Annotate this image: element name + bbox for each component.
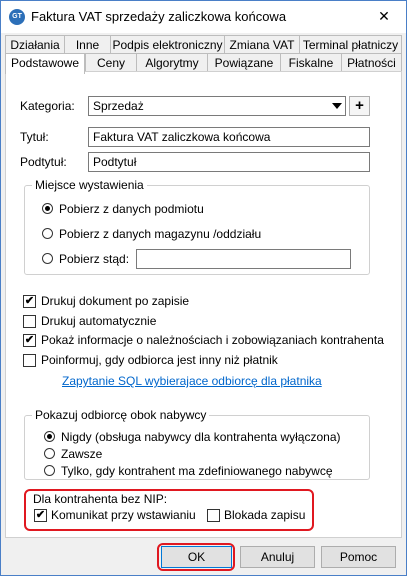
drukuj-po-zapisie-label[interactable]: Drukuj dokument po zapisie xyxy=(41,294,190,308)
radio-tylko-gdy-label[interactable]: Tylko, gdy kontrahent ma zdefiniowanego nabywcę xyxy=(61,464,333,478)
pokaz-naleznosci-label[interactable]: Pokaż informacje o należnościach i zobowiązaniach kontrahenta xyxy=(41,333,384,347)
tab-podstawowe[interactable]: Podstawowe xyxy=(5,53,85,74)
checkbox-drukuj-automatycznie[interactable] xyxy=(23,315,36,328)
podtytul-input[interactable]: Podtytuł xyxy=(88,152,370,172)
radio-pobierz-stad[interactable] xyxy=(42,253,53,264)
radio-pobierz-stad-label[interactable]: Pobierz stąd: xyxy=(59,252,130,266)
tab-powiazane[interactable]: Powiązane xyxy=(207,53,281,71)
kategoria-label: Kategoria: xyxy=(20,99,75,113)
help-button[interactable]: Pomoc xyxy=(321,546,396,568)
radio-tylko-gdy[interactable] xyxy=(44,465,55,476)
radio-nigdy[interactable] xyxy=(44,431,55,442)
close-icon[interactable]: ✕ xyxy=(378,8,390,24)
radio-zawsze-label[interactable]: Zawsze xyxy=(61,447,103,461)
komunikat-label[interactable]: Komunikat przy wstawianiu xyxy=(51,508,196,522)
radio-dane-magazynu-label[interactable]: Pobierz z danych magazynu /oddziału xyxy=(59,227,262,241)
tytul-input[interactable]: Faktura VAT zaliczkowa końcowa xyxy=(88,127,370,147)
radio-zawsze[interactable] xyxy=(44,448,55,459)
checkbox-poinformuj-odbiorca[interactable] xyxy=(23,354,36,367)
checkbox-pokaz-naleznosci[interactable]: ✔ xyxy=(24,334,35,346)
tab-podpis-elektroniczny[interactable]: Podpis elektroniczny xyxy=(110,35,225,53)
kategoria-value: Sprzedaż xyxy=(93,99,144,113)
tab-algorytmy[interactable]: Algorytmy xyxy=(136,53,208,71)
tab-ceny[interactable]: Ceny xyxy=(85,53,137,71)
tytul-label: Tytuł: xyxy=(20,130,49,144)
checkbox-komunikat[interactable]: ✔ xyxy=(35,509,46,521)
miejsce-wystawienia-group xyxy=(24,178,370,275)
tab-panel-podstawowe xyxy=(5,71,402,538)
checkbox-drukuj-po-zapisie[interactable]: ✔ xyxy=(24,295,35,307)
pokazuj-odbiorce-title: Pokazuj odbiorcę obok nabywcy xyxy=(32,408,209,422)
nip-title: Dla kontrahenta bez NIP: xyxy=(33,492,168,506)
radio-dane-podmiotu[interactable] xyxy=(42,203,53,214)
add-kategoria-button[interactable]: + xyxy=(349,96,370,116)
pokazuj-odbiorce-group xyxy=(24,408,370,480)
app-logo-icon: GT xyxy=(9,9,25,25)
chevron-down-icon xyxy=(332,103,342,109)
title-bar xyxy=(1,1,406,33)
radio-dane-podmiotu-label[interactable]: Pobierz z danych podmiotu xyxy=(59,202,204,216)
radio-nigdy-label[interactable]: Nigdy (obsługa nabywcy dla kontrahenta wyłączona) xyxy=(61,430,341,444)
tab-platnosci[interactable]: Płatności xyxy=(341,53,402,71)
tab-inne[interactable]: Inne xyxy=(64,35,111,53)
window-title: Faktura VAT sprzedaży zaliczkowa końcowa xyxy=(31,9,287,24)
checkbox-blokada[interactable] xyxy=(207,509,220,522)
cancel-button[interactable]: Anuluj xyxy=(240,546,315,568)
poinformuj-odbiorca-label[interactable]: Poinformuj, gdy odbiorca jest inny niż płatnik xyxy=(41,353,278,367)
tab-zmiana-vat[interactable]: Zmiana VAT xyxy=(224,35,300,53)
tab-terminal-platniczy[interactable]: Terminal płatniczy xyxy=(299,35,402,53)
podtytul-label: Podtytuł: xyxy=(20,155,67,169)
miejsce-wystawienia-title: Miejsce wystawienia xyxy=(32,178,147,192)
tab-dzialania[interactable]: Działania xyxy=(5,35,65,53)
tab-fiskalne[interactable]: Fiskalne xyxy=(280,53,342,71)
blokada-label[interactable]: Blokada zapisu xyxy=(224,508,306,522)
drukuj-automatycznie-label[interactable]: Drukuj automatycznie xyxy=(41,314,157,328)
sql-odbiorca-link[interactable]: Zapytanie SQL wybierajace odbiorcę dla płatnika xyxy=(62,374,322,388)
radio-dane-magazynu[interactable] xyxy=(42,228,53,239)
pobierz-stad-input[interactable] xyxy=(136,249,351,269)
kategoria-dropdown[interactable] xyxy=(88,96,346,116)
ok-button[interactable]: OK xyxy=(161,546,232,568)
